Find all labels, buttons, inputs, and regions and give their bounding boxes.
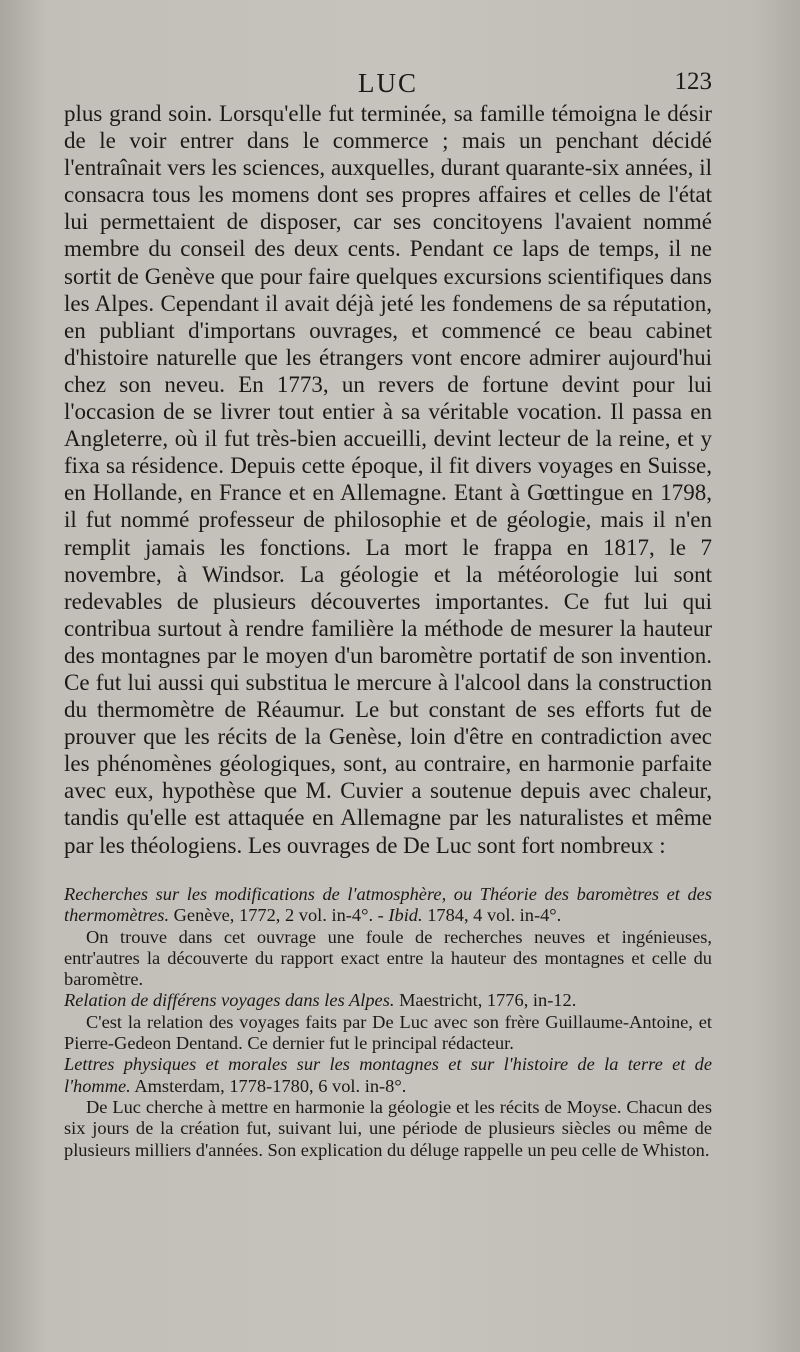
reference-note-3: De Luc cherche à mettre en harmonie la géologie et les récits de Moyse. Chacun des six jours de la création fut, suivant lui, une période de plusieurs siècles ou même de plusieurs milliers d'années. Son explication du déluge rappelle un peu celle de Whiston. [64,1096,712,1160]
reference-details: Amsterdam, 1778-1780, 6 vol. in-8°. [130,1075,407,1096]
reference-entry-2 [64,990,712,1011]
reference-title: Lettres physiques et morales sur les montagnes et sur l'histoire de la terre et de l'homme. [64,1054,712,1096]
running-title: LUC [358,68,418,98]
body-paragraph: plus grand soin. Lorsqu'elle fut terminée, sa famille témoigna le désir de le voir entrer dans le commerce ; mais un penchant décidé l'entraînait vers les sciences, auxquelles, durant quarante-six années, il consacra tous les momens dont ses propres affaires et celles de l'état lui permettaient de disposer, car ses concitoyens l'avaient nommé membre du conseil des deux cents. Pendant ce laps de temps, il ne sortit de Genève que pour faire quelques excursions scientifiques dans les Alpes. Cependant il avait déjà jeté les fondemens de sa réputation, en publiant d'importans ouvrages, et commencé ce beau cabinet d'histoire naturelle que les étrangers vont encore admirer aujourd'hui chez son neveu. En 1773, un revers de fortune devint pour lui l'occasion de se livrer tout entier à sa véritable vocation. Il passa en Angleterre, où il fut très-bien accueilli, devint lecteur de la reine, et y fixa sa résidence. Depuis cette époque, il fit divers voyages en Suisse, en Hollande, en France et en Allemagne. Etant à Gœttingue en 1798, il fut nommé professeur de philosophie et de géologie, mais il n'en remplit jamais les fonctions. La mort le frappa en 1817, le 7 novembre, à Windsor. La géologie et la météorologie lui sont redevables de plusieurs découvertes importantes. Ce fut lui qui contribua surtout à rendre familière la méthode de mesurer la hauteur des montagnes par le moyen d'un baromètre portatif de son invention. Ce fut lui aussi qui substitua le mercure à l'alcool dans la construction du thermomètre de Réaumur. Le but constant de ses efforts fut de prouver que les récits de la Genèse, loin d'être en contradiction avec les phénomènes géologiques, sont, au contraire, en harmonie parfaite avec eux, hypothèse que M. Cuvier a soutenue depuis avec chaleur, tandis qu'elle est attaquée en Allemagne par les naturalistes et même par les théologiens. Les ouvrages de De Luc sont fort nombreux : [64,101,712,858]
reference-ibid: Ibid. [388,905,423,926]
page-number: 123 [674,68,712,95]
reference-title: Relation de différens voyages dans les Alpes. [64,990,395,1011]
bibliography [64,884,712,1161]
reference-details-2: 1784, 4 vol. in-4°. [422,905,562,926]
reference-entry-1 [64,884,712,927]
reference-entry-3 [64,1054,712,1097]
reference-note-2: C'est la relation des voyages faits par De Luc avec son frère Guillaume-Antoine, et Pierre-Gedeon Dentand. Ce dernier fut le principal rédacteur. [64,1011,712,1054]
main-text [64,100,712,859]
page-header [64,68,712,102]
reference-details: Maestricht, 1776, in-12. [394,990,577,1011]
reference-title: Recherches sur les modifications de l'atmosphère, ou Théorie des baromètres et des thermomètres. [64,884,712,926]
reference-details: Genève, 1772, 2 vol. in-4°. - [169,905,389,926]
reference-note-1: On trouve dans cet ouvrage une foule de recherches neuves et ingénieuses, entr'autres la découverte du rapport exact entre la hauteur des montagnes et celle du baromètre. [64,926,712,990]
